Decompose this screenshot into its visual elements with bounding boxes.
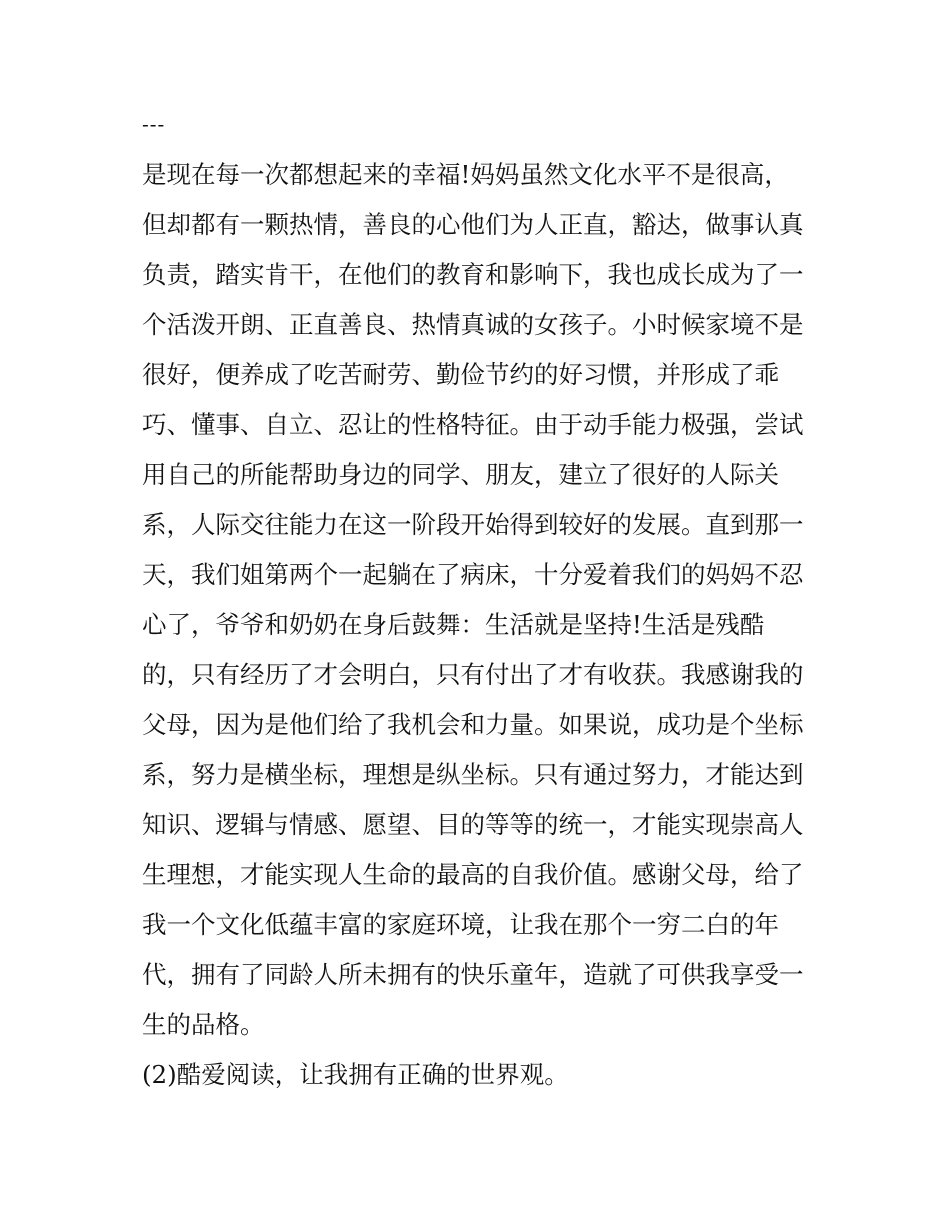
paragraph-line: 天，我们姐第两个一起躺在了病床，十分爱着我们的妈妈不忍: [142, 560, 804, 589]
paragraph-line: 代，拥有了同龄人所未拥有的快乐童年，造就了可供我享受一: [142, 960, 804, 989]
section-heading: (2)酷爱阅读，让我拥有正确的世界观。: [142, 1060, 569, 1089]
paragraph-line: 但却都有一颗热情，善良的心他们为人正直，豁达，做事认真: [142, 210, 804, 239]
separator-line: ---: [142, 112, 166, 136]
paragraph-line: 知识、逻辑与情感、愿望、目的等等的统一，才能实现崇高人: [142, 810, 804, 839]
paragraph-line: 生的品格。: [142, 1010, 265, 1039]
paragraph-line: 负责，踏实肯干，在他们的教育和影响下，我也成长成为了一: [142, 260, 804, 289]
paragraph-line: 我一个文化低蕴丰富的家庭环境，让我在那个一穷二白的年: [142, 910, 779, 939]
paragraph-line: 心了，爷爷和奶奶在身后鼓舞：生活就是坚持!生活是残酷: [142, 610, 765, 639]
paragraph-line: 系，人际交往能力在这一阶段开始得到较好的发展。直到那一: [142, 510, 804, 539]
paragraph-line: 父母，因为是他们给了我机会和力量。如果说，成功是个坐标: [142, 710, 804, 739]
paragraph-line: 的，只有经历了才会明白，只有付出了才有收获。我感谢我的: [142, 660, 804, 689]
paragraph-line: 是现在每一次都想起来的幸福!妈妈虽然文化水平不是很高，: [142, 160, 789, 189]
paragraph-line: 个活泼开朗、正直善良、热情真诚的女孩子。小时候家境不是: [142, 310, 804, 339]
paragraph-line: 巧、懂事、自立、忍让的性格特征。由于动手能力极强，尝试: [142, 410, 804, 439]
paragraph-line: 用自己的所能帮助身边的同学、朋友，建立了很好的人际关: [142, 460, 779, 489]
paragraph-line: 生理想，才能实现人生命的最高的自我价值。感谢父母，给了: [142, 860, 804, 889]
paragraph-line: 系，努力是横坐标，理想是纵坐标。只有通过努力，才能达到: [142, 760, 804, 789]
paragraph-line: 很好，便养成了吃苦耐劳、勤俭节约的好习惯，并形成了乖: [142, 360, 779, 389]
